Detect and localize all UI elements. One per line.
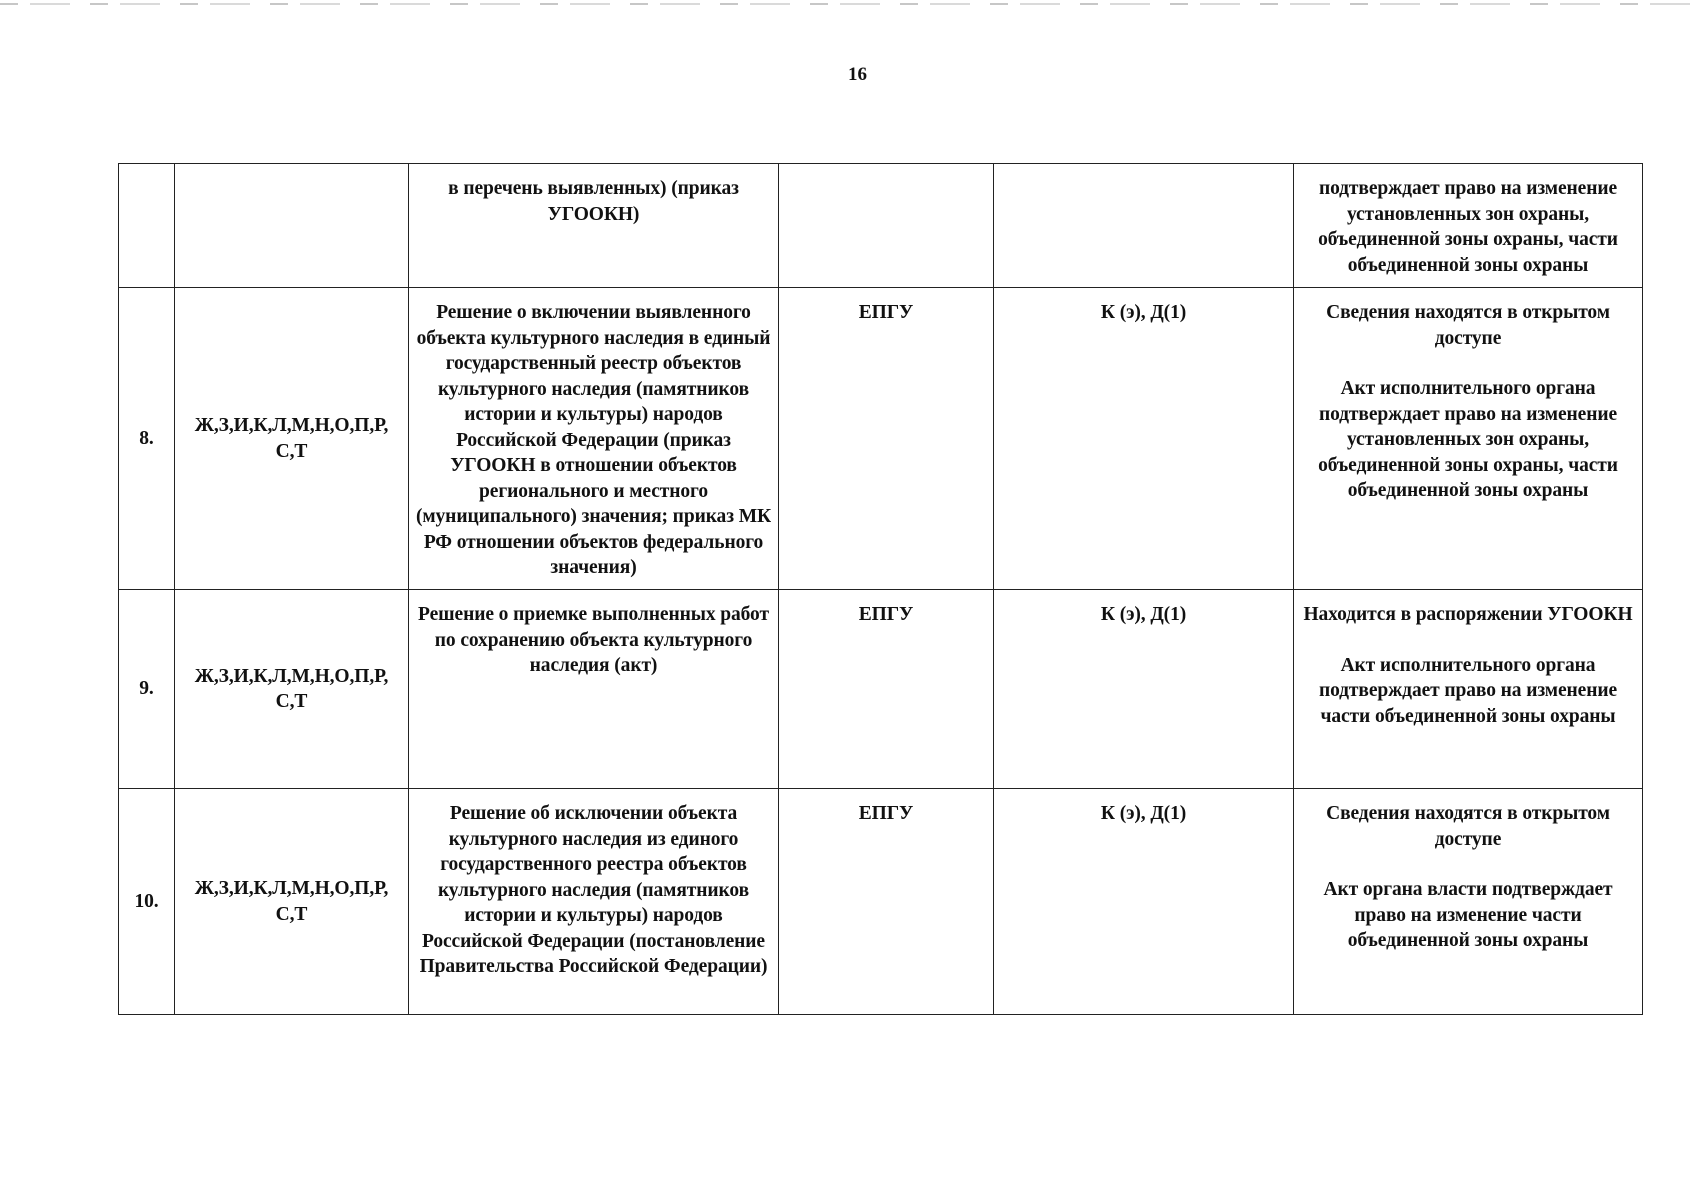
source-cell: ЕПГУ bbox=[779, 288, 994, 590]
document-cell: Решение об исключении объекта культурного наследия из единого государственного реестра объектов культурного наследия (памятников истории и культуры) народов Российской Федерации (постановление Правительства Российской Федерации) bbox=[409, 789, 779, 1015]
note-paragraph: подтверждает право на изменение установленных зон охраны, объединенной зоны охраны, части объединенной зоны охраны bbox=[1318, 178, 1618, 276]
table-row bbox=[119, 164, 1643, 288]
note-paragraph: Сведения находятся в открытом доступе bbox=[1326, 302, 1610, 349]
note-paragraph: Находится в распоряжении УГООКН bbox=[1303, 604, 1633, 625]
form-cell: К (э), Д(1) bbox=[994, 590, 1294, 789]
row-number-cell: 8. bbox=[119, 288, 175, 590]
source-cell bbox=[779, 164, 994, 288]
zone-codes-cell: Ж,З,И,К,Л,М,Н,О,П,Р, С,Т bbox=[175, 789, 409, 1015]
row-number-cell bbox=[119, 164, 175, 288]
note-cell bbox=[1294, 590, 1643, 789]
scan-edge-artifact bbox=[0, 3, 1697, 5]
documents-table bbox=[118, 163, 1643, 1015]
note-cell bbox=[1294, 164, 1643, 288]
document-cell: в перечень выявленных) (приказ УГООКН) bbox=[409, 164, 779, 288]
form-cell: К (э), Д(1) bbox=[994, 288, 1294, 590]
table-row bbox=[119, 590, 1643, 789]
table-row bbox=[119, 288, 1643, 590]
zone-codes-cell: Ж,З,И,К,Л,М,Н,О,П,Р, С,Т bbox=[175, 590, 409, 789]
note-cell bbox=[1294, 789, 1643, 1015]
document-cell: Решение о включении выявленного объекта культурного наследия в единый государственный реестр объектов культурного наследия (памятников истории и культуры) народов Российской Федерации (приказ УГООКН в отношении объектов регионального и местного (муниципального) значения; приказ МК РФ отношении объектов федерального значения) bbox=[409, 288, 779, 590]
zone-codes-cell bbox=[175, 164, 409, 288]
note-paragraph: Сведения находятся в открытом доступе bbox=[1326, 803, 1610, 850]
note-paragraph: Акт исполнительного органа подтверждает право на изменение установленных зон охраны, объединенной зоны охраны, части объединенной зоны охраны bbox=[1318, 378, 1618, 501]
page-number: 16 bbox=[848, 64, 867, 85]
note-paragraph: Акт органа власти подтверждает право на изменение части объединенной зоны охраны bbox=[1323, 879, 1613, 951]
form-cell: К (э), Д(1) bbox=[994, 789, 1294, 1015]
source-cell: ЕПГУ bbox=[779, 590, 994, 789]
note-cell bbox=[1294, 288, 1643, 590]
zone-codes-cell: Ж,З,И,К,Л,М,Н,О,П,Р, С,Т bbox=[175, 288, 409, 590]
form-cell bbox=[994, 164, 1294, 288]
row-number-cell: 9. bbox=[119, 590, 175, 789]
row-number-cell: 10. bbox=[119, 789, 175, 1015]
table-row bbox=[119, 789, 1643, 1015]
document-cell: Решение о приемке выполненных работ по сохранению объекта культурного наследия (акт) bbox=[409, 590, 779, 789]
source-cell: ЕПГУ bbox=[779, 789, 994, 1015]
note-paragraph: Акт исполнительного органа подтверждает право на изменение части объединенной зоны охраны bbox=[1318, 654, 1618, 727]
